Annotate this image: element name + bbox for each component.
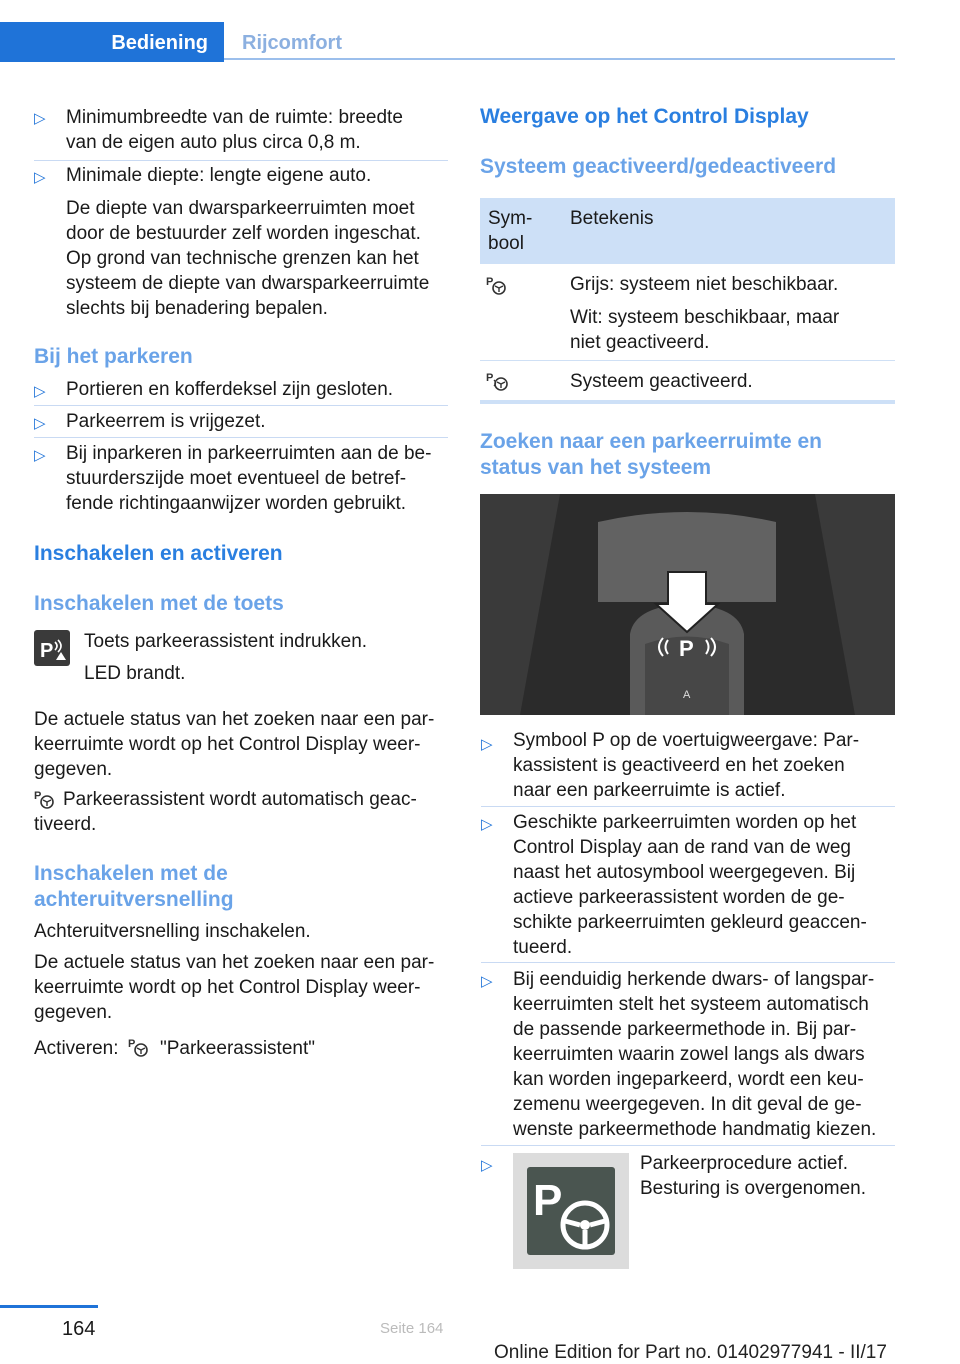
bullet-icon: ▷ (34, 110, 46, 127)
bullet-line: keerruimten stelt het systeem automatisch (513, 994, 869, 1015)
heading-line: status van het systeem (480, 456, 712, 479)
bullet-line: actieve parkeerassistent worden de ge- (513, 887, 845, 908)
bullet-line: keerruimten waarin zowel langs als dwars (513, 1044, 865, 1065)
table-row-1 (570, 272, 839, 355)
text-line: De actuele status van het zoeken naar een par- (34, 709, 435, 730)
note-line: systeem de diepte van dwarsparkeerruimte (66, 273, 430, 294)
footer-edition: Online Edition for Part no. 01402977941 - II/17 (494, 1342, 887, 1363)
bullet-icon: ▷ (34, 415, 46, 432)
bullet-line: Control Display aan de rand van de weg (513, 837, 851, 858)
divider (481, 1145, 895, 1146)
bullet-line: de passende parkeermethode in. Bij par- (513, 1019, 857, 1040)
cell-line: Grijs: systeem niet beschikbaar. (570, 274, 839, 295)
park-assist-button-icon (34, 630, 70, 666)
footer-accent-bar (0, 1305, 98, 1308)
auto-activate-text-2: tiveerd. (34, 814, 97, 835)
cell-line: Wit: systeem beschikbaar, maar (570, 307, 840, 328)
bullet-text (66, 105, 456, 155)
bullet-symbol-p (513, 728, 898, 803)
bullet-line: wenste parkeermethode handmatig kiezen. (513, 1119, 877, 1140)
svg-text:P: P (34, 790, 42, 802)
svg-text:P: P (128, 1038, 136, 1050)
bullet-min-depth: Minimale diepte: lengte eigene auto. (66, 165, 372, 186)
park-assist-active-icon (34, 788, 56, 815)
header-tab-section: Bediening (0, 22, 224, 62)
cell-line: niet geactiveerd. (570, 332, 710, 353)
heading-button: Inschakelen met de toets (34, 592, 284, 615)
note-line: slechts bij benadering bepalen. (66, 298, 328, 319)
note-line: door de bestuurder zelf worden ingeschat. (66, 223, 421, 244)
bullet-line: naast het autosymbool weergegeven. Bij (513, 862, 856, 883)
bullet-line: Bij inparkeren in parkeerruimten aan de be- (66, 443, 432, 464)
bullet-line: zemenu weergegeven. In dit geval de ge- (513, 1094, 862, 1115)
bullet-icon: ▷ (481, 736, 493, 753)
heading-search (480, 429, 822, 481)
bullet-detected-spaces (513, 967, 903, 1142)
text-line: Besturing is overgenomen. (640, 1178, 867, 1199)
auto-activate-text: Parkeerassistent wordt automatisch geac- (63, 789, 417, 810)
text-line: Parkeerprocedure actief. (640, 1153, 849, 1174)
divider (34, 160, 448, 161)
status-text-2 (34, 950, 454, 1025)
bullet-icon: ▷ (481, 816, 493, 833)
table-header (480, 198, 895, 264)
bullet-icon: ▷ (481, 973, 493, 990)
park-assist-active-icon (486, 370, 510, 397)
control-display-illustration (480, 494, 895, 715)
button-text: Toets parkeerassistent indrukken. (84, 631, 368, 652)
parking-bullet: Parkeerrem is vrijgezet. (66, 411, 266, 432)
text-line: gegeven. (34, 1002, 113, 1023)
bullet-line: schikte parkeerruimten gekleurd geaccen- (513, 912, 867, 933)
heading-system: Systeem geactiveerd/gedeactiveerd (480, 155, 837, 178)
table-bottom-border (480, 400, 895, 404)
bullet-min-width (66, 105, 456, 155)
svg-text:P: P (40, 640, 54, 662)
svg-text:P: P (679, 636, 694, 661)
heading-reverse (34, 861, 234, 913)
bullet-line: stuurderszijde moet eventueel de betref- (66, 468, 407, 489)
bullet-icon: ▷ (481, 1157, 493, 1174)
bullet-line: naar een parkeerruimte is actief. (513, 780, 786, 801)
svg-text:P: P (486, 372, 494, 384)
depth-note (66, 196, 456, 321)
heading-line: achteruitversnelling (34, 888, 234, 911)
bullet-suitable-spaces (513, 810, 898, 960)
note-line: De diepte van dwarsparkeerruimten moet (66, 198, 415, 219)
led-text: LED brandt. (84, 663, 186, 684)
table-col-meaning: Betekenis (570, 208, 654, 229)
svg-text:P: P (486, 276, 494, 288)
note-line: Op grond van technische grenzen kan het (66, 248, 419, 269)
divider (34, 437, 448, 438)
heading-activate: Inschakelen en activeren (34, 542, 283, 565)
text-line: gegeven. (34, 759, 113, 780)
bullet-line: tueerd. (513, 937, 573, 958)
header-line: bool (488, 233, 524, 254)
bullet-line: Symbool P op de voertuigweergave: Par- (513, 730, 860, 751)
procedure-active-text (640, 1151, 866, 1201)
page-number: 164 (62, 1318, 96, 1340)
parking-procedure-icon (513, 1153, 629, 1269)
parking-bullet (66, 441, 456, 516)
text-line: keerruimte wordt op het Control Display weer- (34, 977, 421, 998)
watermark: Seite 164 (380, 1320, 444, 1337)
reverse-text: Achteruitversnelling inschakelen. (34, 921, 311, 942)
bullet-line: Geschikte parkeerruimten worden op het (513, 812, 857, 833)
header-line: Sym- (488, 208, 533, 229)
table-col-symbol (488, 206, 532, 256)
bullet-line: Minimumbreedte van de ruimte: breedte (66, 107, 403, 128)
bullet-line: kan worden ingeparkeerd, wordt een keu- (513, 1069, 864, 1090)
text-line: De actuele status van het zoeken naar een par- (34, 952, 435, 973)
text-line: keerruimte wordt op het Control Display weer- (34, 734, 421, 755)
heading-line: Zoeken naar een parkeerruimte en (480, 430, 822, 453)
heading-parking: Bij het parkeren (34, 345, 193, 368)
bullet-icon: ▷ (34, 383, 46, 400)
divider (481, 962, 895, 963)
activate-label: Activeren: (34, 1038, 119, 1059)
svg-text:A: A (683, 689, 691, 701)
divider (34, 405, 448, 406)
bullet-line: kassistent is geactiveerd en het zoeken (513, 755, 845, 776)
bullet-line: Bij eenduidig herkende dwars- of langspar- (513, 969, 875, 990)
heading-display: Weergave op het Control Display (480, 105, 809, 128)
bullet-line: van de eigen auto plus circa 0,8 m. (66, 132, 361, 153)
bullet-icon: ▷ (34, 169, 46, 186)
table-row-2: Systeem geactiveerd. (570, 371, 753, 392)
svg-text:P: P (533, 1176, 563, 1225)
activate-value: "Parkeerassistent" (160, 1038, 315, 1059)
park-assist-icon (128, 1036, 150, 1063)
park-assist-gray-icon (486, 274, 508, 301)
table-row-divider (480, 360, 895, 361)
header-tab-chapter: Rijcomfort (224, 22, 895, 60)
parking-bullet: Portieren en kofferdeksel zijn gesloten. (66, 379, 394, 400)
bullet-line: fende richtingaanwijzer worden gebruikt. (66, 493, 407, 514)
bullet-icon: ▷ (34, 447, 46, 464)
heading-line: Inschakelen met de (34, 862, 228, 885)
divider (481, 806, 895, 807)
status-text (34, 707, 454, 782)
